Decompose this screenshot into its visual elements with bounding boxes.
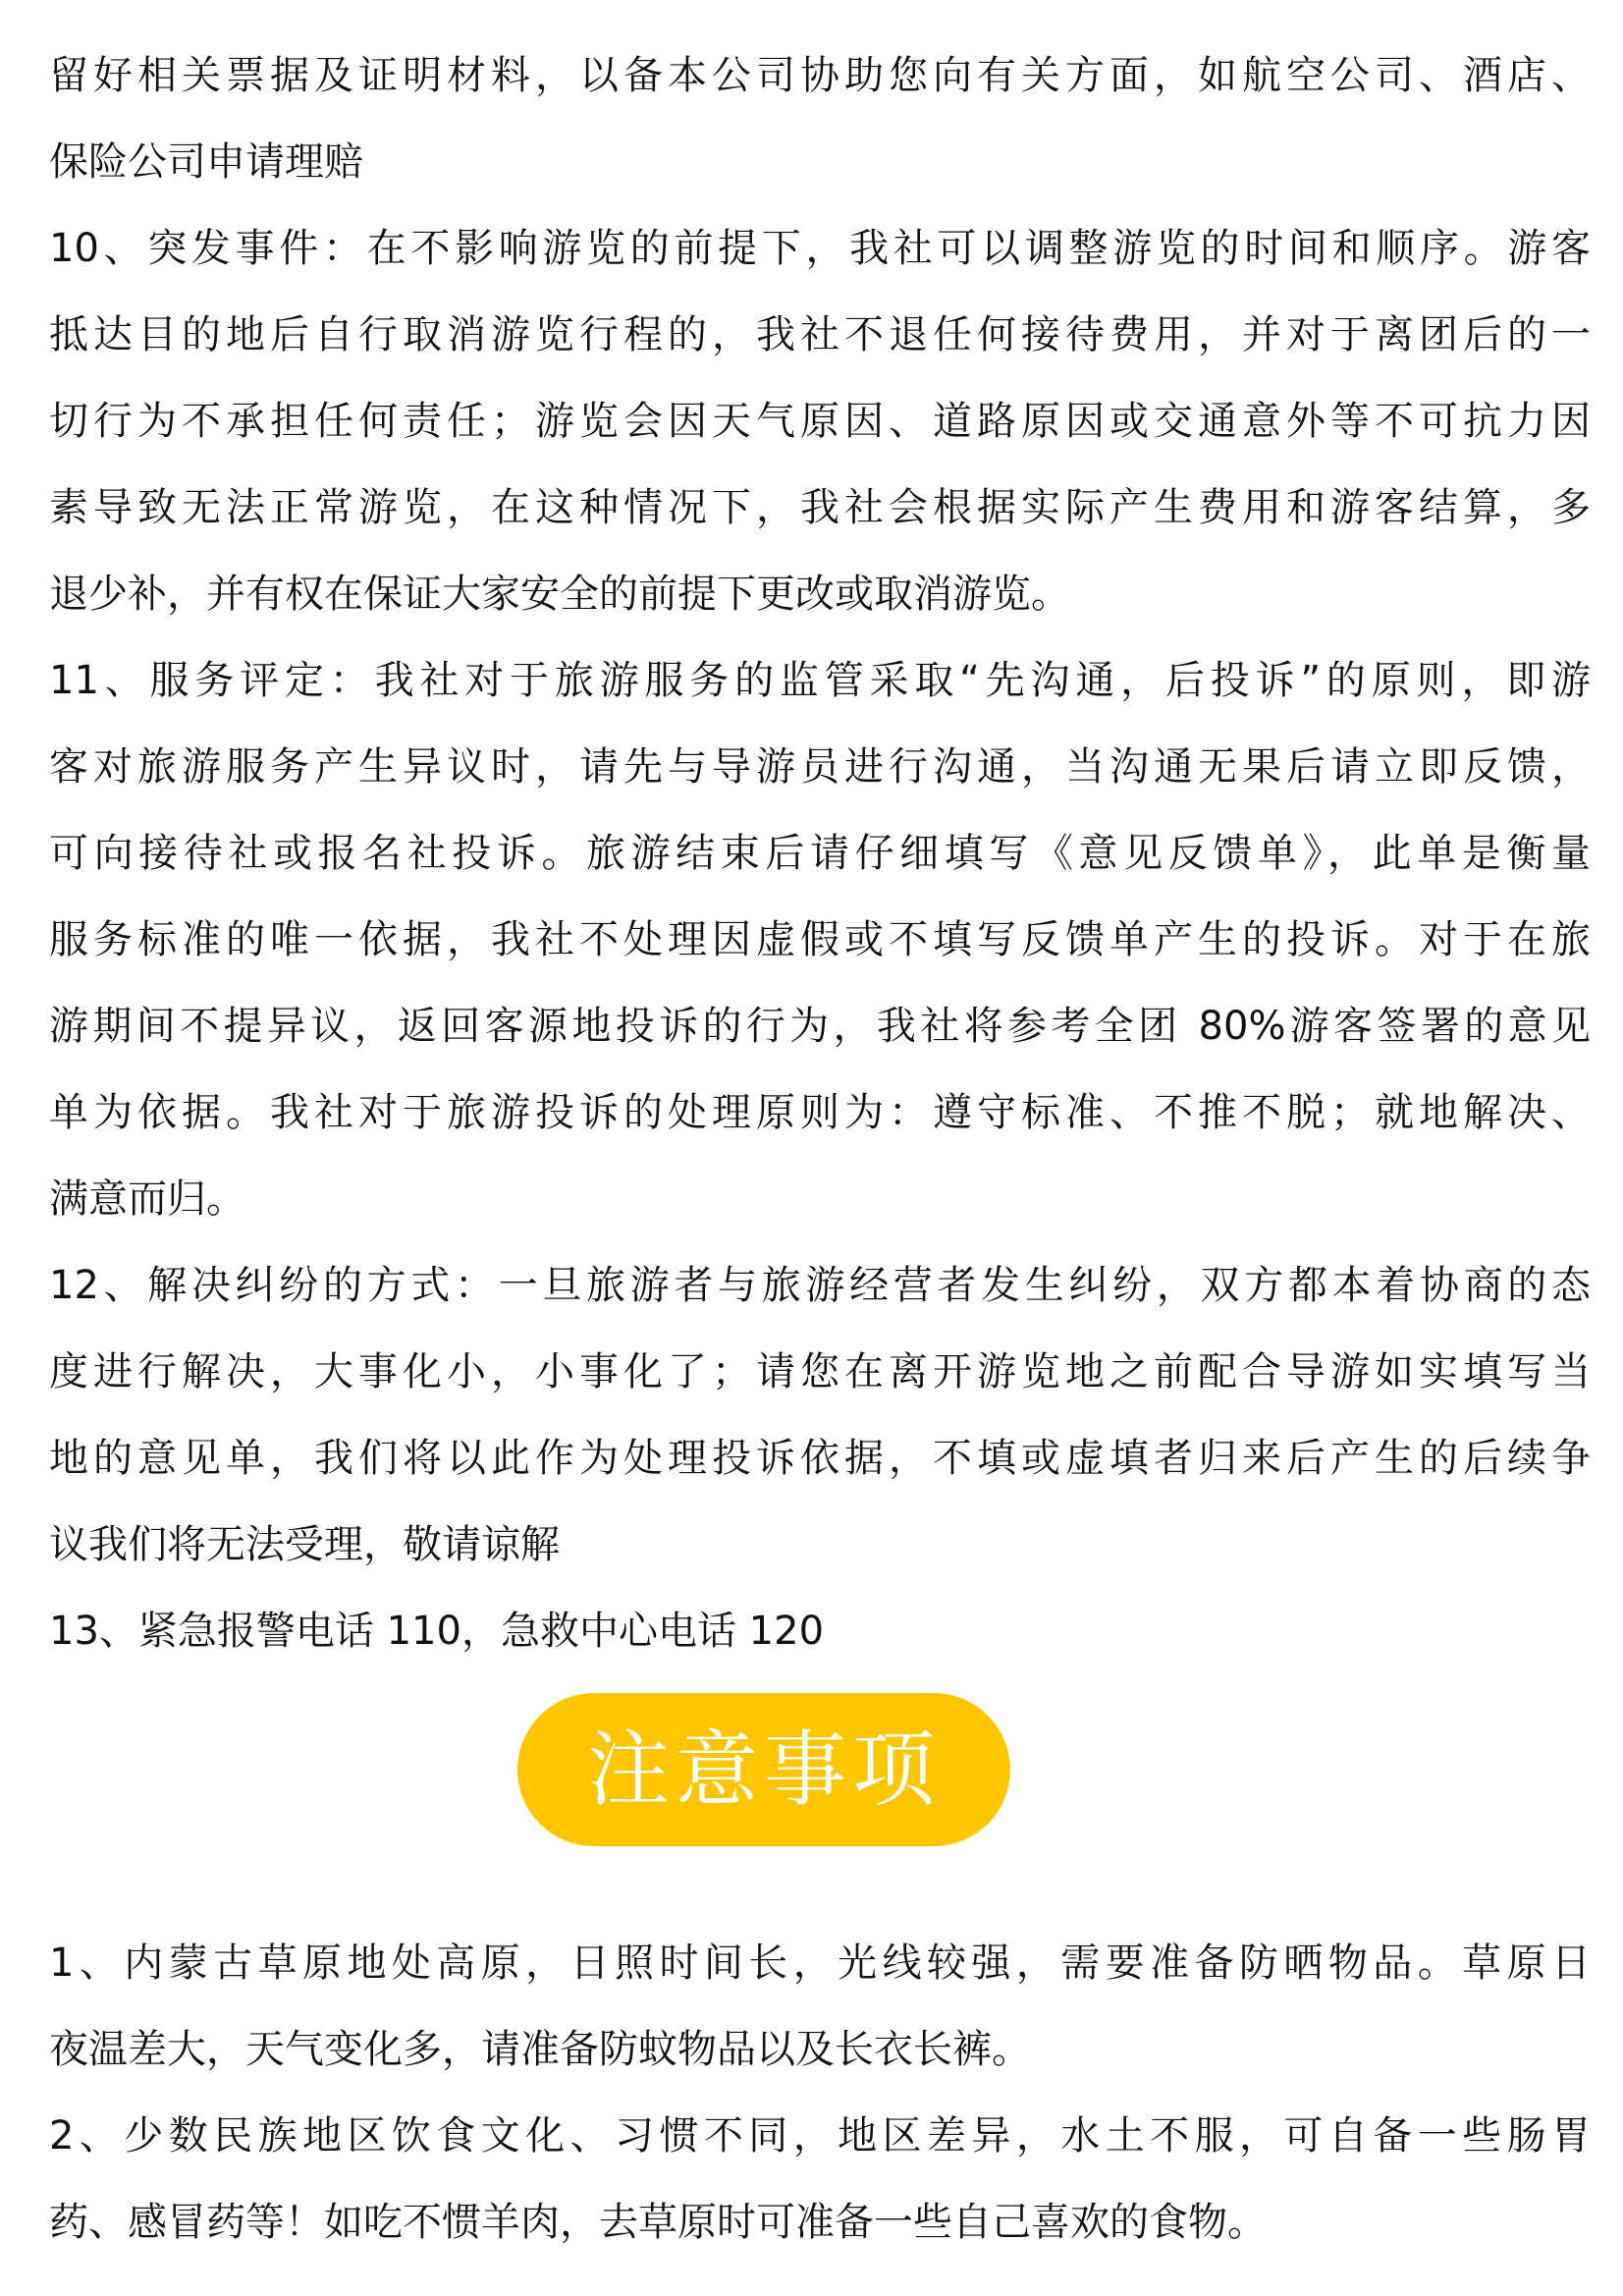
text-line: 10、突发事件：在不影响游览的前提下，我社可以调整游览的时间和顺序。游客 bbox=[49, 226, 1591, 271]
text-line: 留好相关票据及证明材料，以备本公司协助您向有关方面，如航空公司、酒店、 bbox=[49, 53, 1591, 98]
text-line: 满意而归。 bbox=[49, 1176, 245, 1222]
text-line: 夜温差大，天气变化多，请准备防蚊物品以及长衣长裤。 bbox=[49, 2027, 1031, 2072]
text-line: 12、解决纠纷的方式：一旦旅游者与旅游经营者发生纠纷，双方都本着协商的态 bbox=[49, 1263, 1591, 1308]
text-line: 游期间不提异议，返回客源地投诉的行为，我社将参考全团 80%游客签署的意见 bbox=[49, 1004, 1591, 1049]
section-heading-pill bbox=[517, 1693, 1010, 1846]
text-line: 保险公司申请理赔 bbox=[49, 139, 363, 185]
text-line: 素导致无法正常游览，在这种情况下，我社会根据实际产生费用和游客结算，多 bbox=[49, 485, 1591, 530]
text-line: 地的意见单，我们将以此作为处理投诉依据，不填或虚填者归来后产生的后续争 bbox=[49, 1436, 1591, 1481]
text-line: 退少补，并有权在保证大家安全的前提下更改或取消游览。 bbox=[49, 572, 1070, 617]
text-line: 13、紧急报警电话 110，急救中心电话 120 bbox=[49, 1609, 825, 1654]
terms-text-block bbox=[49, 32, 1591, 1674]
text-line: 1、内蒙古草原地处高原，日照时间长，光线较强，需要准备防晒物品。草原日 bbox=[49, 1941, 1591, 1986]
notes-text-block bbox=[49, 1920, 1591, 2266]
text-line: 抵达目的地后自行取消游览行程的，我社不退任何接待费用，并对于离团后的一 bbox=[49, 312, 1591, 357]
text-line: 切行为不承担任何责任；游览会因天气原因、道路原因或交通意外等不可抗力因 bbox=[49, 399, 1591, 444]
text-line: 可向接待社或报名社投诉。旅游结束后请仔细填写《意见反馈单》，此单是衡量 bbox=[49, 831, 1591, 876]
text-line: 客对旅游服务产生异议时，请先与导游员进行沟通，当沟通无果后请立即反馈， bbox=[49, 744, 1591, 790]
text-line: 药、感冒药等！如吃不惯羊肉，去草原时可准备一些自己喜欢的食物。 bbox=[49, 2200, 1267, 2245]
text-line: 单为依据。我社对于旅游投诉的处理原则为：遵守标准、不推不脱；就地解决、 bbox=[49, 1090, 1591, 1135]
section-heading-label: 注意事项 bbox=[586, 1722, 941, 1818]
text-line: 11、服务评定：我社对于旅游服务的监管采取“先沟通，后投诉”的原则，即游 bbox=[49, 658, 1591, 703]
text-line: 议我们将无法受理，敬请谅解 bbox=[49, 1522, 560, 1567]
text-line: 服务标准的唯一依据，我社不处理因虚假或不填写反馈单产生的投诉。对于在旅 bbox=[49, 917, 1591, 962]
text-line: 2、少数民族地区饮食文化、习惯不同，地区差异，水土不服，可自备一些肠胃 bbox=[49, 2113, 1591, 2159]
text-line: 度进行解决，大事化小，小事化了；请您在离开游览地之前配合导游如实填写当 bbox=[49, 1349, 1591, 1394]
